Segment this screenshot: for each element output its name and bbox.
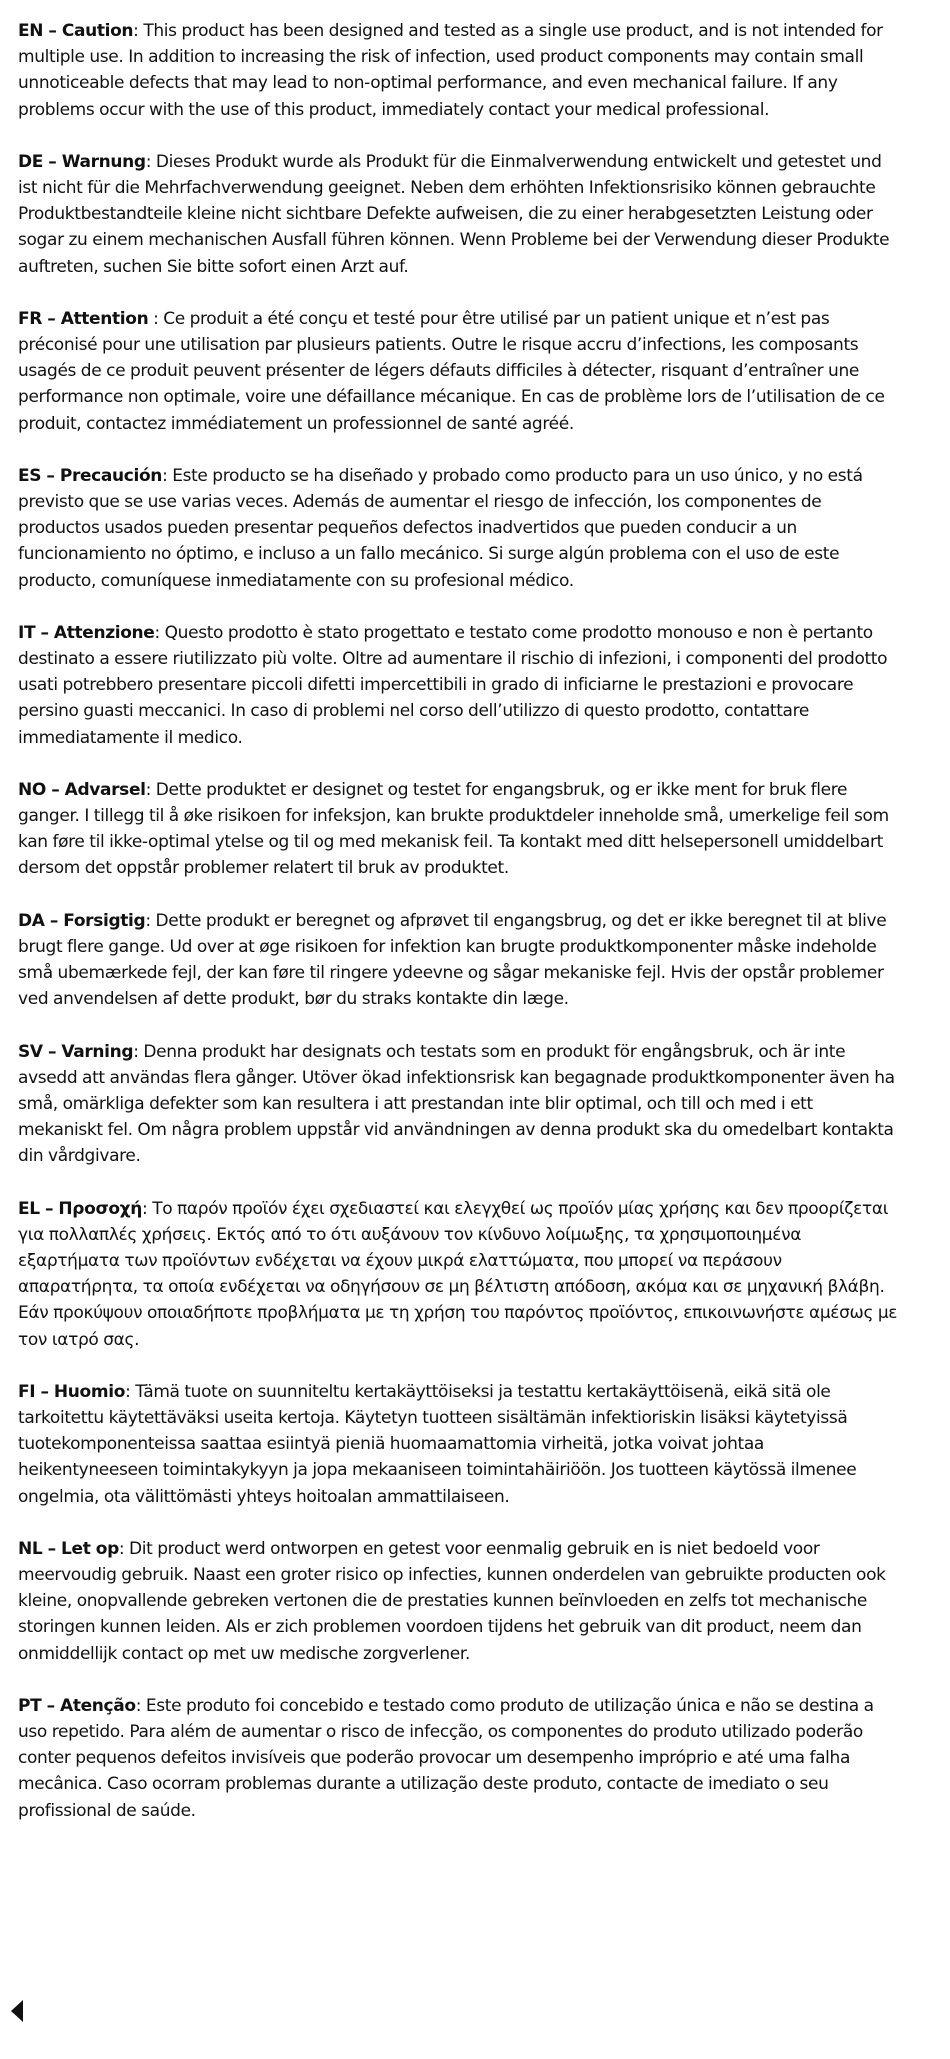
warning-pt: PT – Atenção: Este produto foi concebido e testado como produto de utilização única e não se destina a uso repetido. Para além de aumentar o risco de infecção, os componentes do produto utilizado poderão conter pequenos defeitos invisíveis que poderão provocar um desempenho impróprio e até uma falha mecânica. Caso ocorram problemas durante a utilização deste produto, contacte de imediato o seu profissional de saúde. <box>18 1695 874 1821</box>
warning-heading: FI – Huomio <box>18 1381 126 1402</box>
warning-heading: EL – Προσοχή <box>18 1198 143 1219</box>
warning-de: DE – Warnung: Dieses Produkt wurde als Produkt für die Einmalverwendung entwickelt und getestet und ist nicht für die Mehrfachverwendung geeignet. Neben dem erhöhten Infektionsrisiko können gebrauchte Produktbestandteile kleine nicht sichtbare Defekte aufweisen, die zu einer herabgesetzten Leistung oder sogar zu einem mechanischen Ausfall führen können. Wenn Probleme bei der Verwendung dieser Produkte auftreten, suchen Sie bitte sofort einen Arzt auf. <box>18 151 890 277</box>
triangle-left-icon[interactable] <box>11 2000 23 2022</box>
warning-heading: NL – Let op <box>18 1538 119 1559</box>
warning-fi: FI – Huomio: Tämä tuote on suunniteltu kertakäyttöiseksi ja testattu kertakäyttöisenä, eikä sitä ole tarkoitettu käytettäväksi useita kertoja. Käytetyn tuotteen sisältämän infektioriskin lisäksi käytetyissä tuotekomponenteissa saattaa esiintyä pieniä huomaamattomia virheitä, jotka voivat johtaa heikentyneeseen toimintakykyyn ja jopa mekaaniseen toimintahäiriöön. Jos tuotteen käytössä ilmenee ongelmia, ota välittömästi yhteys hoitoalan ammattilaiseen. <box>18 1381 857 1507</box>
warning-es: ES – Precaución: Este producto se ha diseñado y probado como producto para un uso único, y no está previsto que se use varias veces. Además de aumentar el riesgo de infección, los componentes de productos usados pueden presentar pequeños defectos inadvertidos que pueden conducir a un funcionamiento no óptimo, e incluso a un fallo mecánico. Si surge algún problema con el uso de este producto, comuníquese inmediatamente con su profesional médico. <box>18 465 863 591</box>
warnings-document <box>18 18 898 1850</box>
warning-text: Ce produit a été conçu et testé pour être utilisé par un patient unique et n’est pas préconisé pour une utilisation par plusieurs patients. Outre le risque accru d’infections, les composants usagés de ce produit peuvent présenter de légers défauts difficiles à détecter, risquant d’entraîner une performance non optimale, voire une défaillance mécanique. En cas de problème lors de l’utilisation de ce produit, contactez immédiatement un professionnel de santé agréé. <box>18 308 885 434</box>
warning-text: Dette produktet er designet og testet for engangsbruk, og er ikke ment for bruk flere ganger. I tillegg til å øke risikoen for infeksjon, kan brukte produktdeler inneholde små, umerkelige feil som kan føre til ikke-optimal ytelse og til og med mekanisk feil. Ta kontakt med ditt helsepersonell umiddelbart dersom det oppstår problemer relatert til bruk av produktet. <box>18 779 889 879</box>
warning-nl: NL – Let op: Dit product werd ontworpen en getest voor eenmalig gebruik en is niet bedoeld voor meervoudig gebruik. Naast een groter risico op infecties, kunnen onderdelen van gebruikte producten ook kleine, onopvallende gebreken vertonen die de prestaties kunnen beïnvloeden en zelfs tot mechanische storingen kunnen leiden. Als er zich problemen voordoen tijdens het gebruik van dit product, neem dan onmiddellijk contact op met uw medische zorgverlener. <box>18 1538 886 1664</box>
warning-en: EN – Caution: This product has been designed and tested as a single use product, and is not intended for multiple use. In addition to increasing the risk of infection, used product components may contain small unnoticeable defects that may lead to non-optimal performance, and even mechanical failure. If any problems occur with the use of this product, immediately contact your medical professional. <box>18 21 883 120</box>
warning-heading: DA – Forsigtig <box>18 910 146 931</box>
warning-text: Dieses Produkt wurde als Produkt für die Einmalverwendung entwickelt und getestet und ist nicht für die Mehrfachverwendung geeignet. Neben dem erhöhten Infektionsrisiko können gebrauchte Produktbestandteile kleine nicht sichtbare Defekte aufweisen, die zu einer herabgesetzten Leistung oder sogar zu einem mechanischen Ausfall führen können. Wenn Probleme bei der Verwendung dieser Produkte auftreten, suchen Sie bitte sofort einen Arzt auf. <box>18 151 890 277</box>
warning-fr: FR – Attention : Ce produit a été conçu et testé pour être utilisé par un patient unique et n’est pas préconisé pour une utilisation par plusieurs patients. Outre le risque accru d’infections, les composants usagés de ce produit peuvent présenter de légers défauts difficiles à détecter, risquant d’entraîner une performance non optimale, voire une défaillance mécanique. En cas de problème lors de l’utilisation de ce produit, contactez immédiatement un professionnel de santé agréé. <box>18 308 885 434</box>
warning-heading: SV – Varning <box>18 1041 134 1062</box>
warning-text: Questo prodotto è stato progettato e testato come prodotto monouso e non è pertanto destinato a essere riutilizzato più volte. Oltre ad aumentare il rischio di infezioni, i componenti del prodotto usati potrebbero presentare piccoli difetti impercettibili in grado di inficiarne le prestazioni e provocare persino guasti meccanici. In caso di problemi nel corso dell’utilizzo di questo prodotto, contattare immediatamente il medico. <box>18 622 888 748</box>
warning-heading: IT – Attenzione <box>18 622 155 643</box>
warning-heading: NO – Advarsel <box>18 779 146 800</box>
warning-da: DA – Forsigtig: Dette produkt er beregnet og afprøvet til engangsbrug, og det er ikke beregnet til at blive brugt flere gange. Ud over at øge risikoen for infektion kan brugte produktkomponenter måske indeholde små ubemærkede fejl, der kan føre til ringere ydeevne og sågar mekaniske fejl. Hvis der opstår problemer ved anvendelsen af dette produkt, bør du straks kontakte din læge. <box>18 910 887 1010</box>
warning-text: Το παρόν προϊόν έχει σχεδιαστεί και ελεγχθεί ως προϊόν μίας χρήσης και δεν προορίζεται για πολλαπλές χρήσεις. Εκτός από το ότι αυξάνουν τον κίνδυνο λοίμωξης, τα χρησιμοποιημένα εξαρτήματα των προϊόντων ενδέχεται να έχουν μικρά ελαττώματα, που μπορεί να περάσουν απαρατήρητα, τα οποία ενδέχεται να οδηγήσουν σε μη βέλτιστη απόδοση, ακόμα και σε μηχανική βλάβη. Εάν προκύψουν οποιαδήποτε προβλήματα με τη χρήση του παρόντος προϊόντος, επικοινωνήστε αμέσως με τον ιατρό σας. <box>18 1198 898 1350</box>
warning-heading: EN – Caution <box>18 21 134 41</box>
warning-heading: FR – Attention <box>18 308 149 329</box>
warning-heading: DE – Warnung <box>18 151 146 172</box>
warning-text: Tämä tuote on suunniteltu kertakäyttöiseksi ja testattu kertakäyttöisenä, eikä sitä ole tarkoitettu käytettäväksi useita kertoja. Käytetyn tuotteen sisältämän infektioriskin lisäksi käytetyissä tuotekomponenteissa saattaa esiintyä pieniä huomaamattomia virheitä, jotka voivat johtaa heikentyneeseen toimintakykyyn ja jopa mekaaniseen toimintahäiriöön. Jos tuotteen käytössä ilmenee ongelmia, ota välittömästi yhteys hoitoalan ammattilaiseen. <box>18 1381 857 1507</box>
warning-text: Este producto se ha diseñado y probado como producto para un uso único, y no está previsto que se use varias veces. Además de aumentar el riesgo de infección, los componentes de productos usados pueden presentar pequeños defectos inadvertidos que pueden conducir a un funcionamiento no óptimo, e incluso a un fallo mecánico. Si surge algún problema con el uso de este producto, comuníquese inmediatamente con su profesional médico. <box>18 465 863 591</box>
warning-text: This product has been designed and tested as a single use product, and is not intended for multiple use. In addition to increasing the risk of infection, used product components may contain small unnoticeable defects that may lead to non-optimal performance, and even mechanical failure. If any problems occur with the use of this product, immediately contact your medical professional. <box>18 21 883 120</box>
warning-heading: PT – Atenção <box>18 1695 136 1716</box>
warning-sv: SV – Varning: Denna produkt har designats och testats som en produkt för engångsbruk, och är inte avsedd att användas flera gånger. Utöver ökad infektionsrisk kan begagnade produktkomponenter även ha små, omärkliga defekter som kan resultera i att prestandan inte blir optimal, och till och med i ett mekaniskt fel. Om några problem uppstår vid användningen av denna produkt ska du omedelbart kontakta din vårdgivare. <box>18 1041 895 1167</box>
warning-text: Denna produkt har designats och testats som en produkt för engångsbruk, och är inte avsedd att användas flera gånger. Utöver ökad infektionsrisk kan begagnade produktkomponenter även ha små, omärkliga defekter som kan resultera i att prestandan inte blir optimal, och till och med i ett mekaniskt fel. Om några problem uppstår vid användningen av denna produkt ska du omedelbart kontakta din vårdgivare. <box>18 1041 895 1167</box>
warning-heading: ES – Precaución <box>18 465 163 486</box>
warning-text: Dit product werd ontworpen en getest voor eenmalig gebruik en is niet bedoeld voor meervoudig gebruik. Naast een groter risico op infecties, kunnen onderdelen van gebruikte producten ook kleine, onopvallende gebreken vertonen die de prestaties kunnen beïnvloeden en zelfs tot mechanische storingen kunnen leiden. Als er zich problemen voordoen tijdens het gebruik van dit product, neem dan onmiddellijk contact op met uw medische zorgverlener. <box>18 1538 886 1664</box>
warning-text: Dette produkt er beregnet og afprøvet til engangsbrug, og det er ikke beregnet til at blive brugt flere gange. Ud over at øge risikoen for infektion kan brugte produktkomponenter måske indeholde små ubemærkede fejl, der kan føre til ringere ydeevne og sågar mekaniske fejl. Hvis der opstår problemer ved anvendelsen af dette produkt, bør du straks kontakte din læge. <box>18 910 887 1010</box>
warning-it: IT – Attenzione: Questo prodotto è stato progettato e testato come prodotto monouso e non è pertanto destinato a essere riutilizzato più volte. Oltre ad aumentare il rischio di infezioni, i componenti del prodotto usati potrebbero presentare piccoli difetti impercettibili in grado di inficiarne le prestazioni e provocare persino guasti meccanici. In caso di problemi nel corso dell’utilizzo di questo prodotto, contattare immediatamente il medico. <box>18 622 888 748</box>
warning-el: EL – Προσοχή: Το παρόν προϊόν έχει σχεδιαστεί και ελεγχθεί ως προϊόν μίας χρήσης και δεν προορίζεται για πολλαπλές χρήσεις. Εκτός από το ότι αυξάνουν τον κίνδυνο λοίμωξης, τα χρησιμοποιημένα εξαρτήματα των προϊόντων ενδέχεται να έχουν μικρά ελαττώματα, που μπορεί να περάσουν απαρατήρητα, τα οποία ενδέχεται να οδηγήσουν σε μη βέλτιστη απόδοση, ακόμα και σε μηχανική βλάβη. Εάν προκύψουν οποιαδήποτε προβλήματα με τη χρήση του παρόντος προϊόντος, επικοινωνήστε αμέσως με τον ιατρό σας. <box>18 1198 898 1350</box>
warning-no: NO – Advarsel: Dette produktet er designet og testet for engangsbruk, og er ikke ment for bruk flere ganger. I tillegg til å øke risikoen for infeksjon, kan brukte produktdeler inneholde små, umerkelige feil som kan føre til ikke-optimal ytelse og til og med mekanisk feil. Ta kontakt med ditt helsepersonell umiddelbart dersom det oppstår problemer relatert til bruk av produktet. <box>18 779 889 879</box>
warning-text: Este produto foi concebido e testado como produto de utilização única e não se destina a uso repetido. Para além de aumentar o risco de infecção, os componentes do produto utilizado poderão conter pequenos defeitos invisíveis que poderão provocar um desempenho impróprio e até uma falha mecânica. Caso ocorram problemas durante a utilização deste produto, contacte de imediato o seu profissional de saúde. <box>18 1695 874 1821</box>
